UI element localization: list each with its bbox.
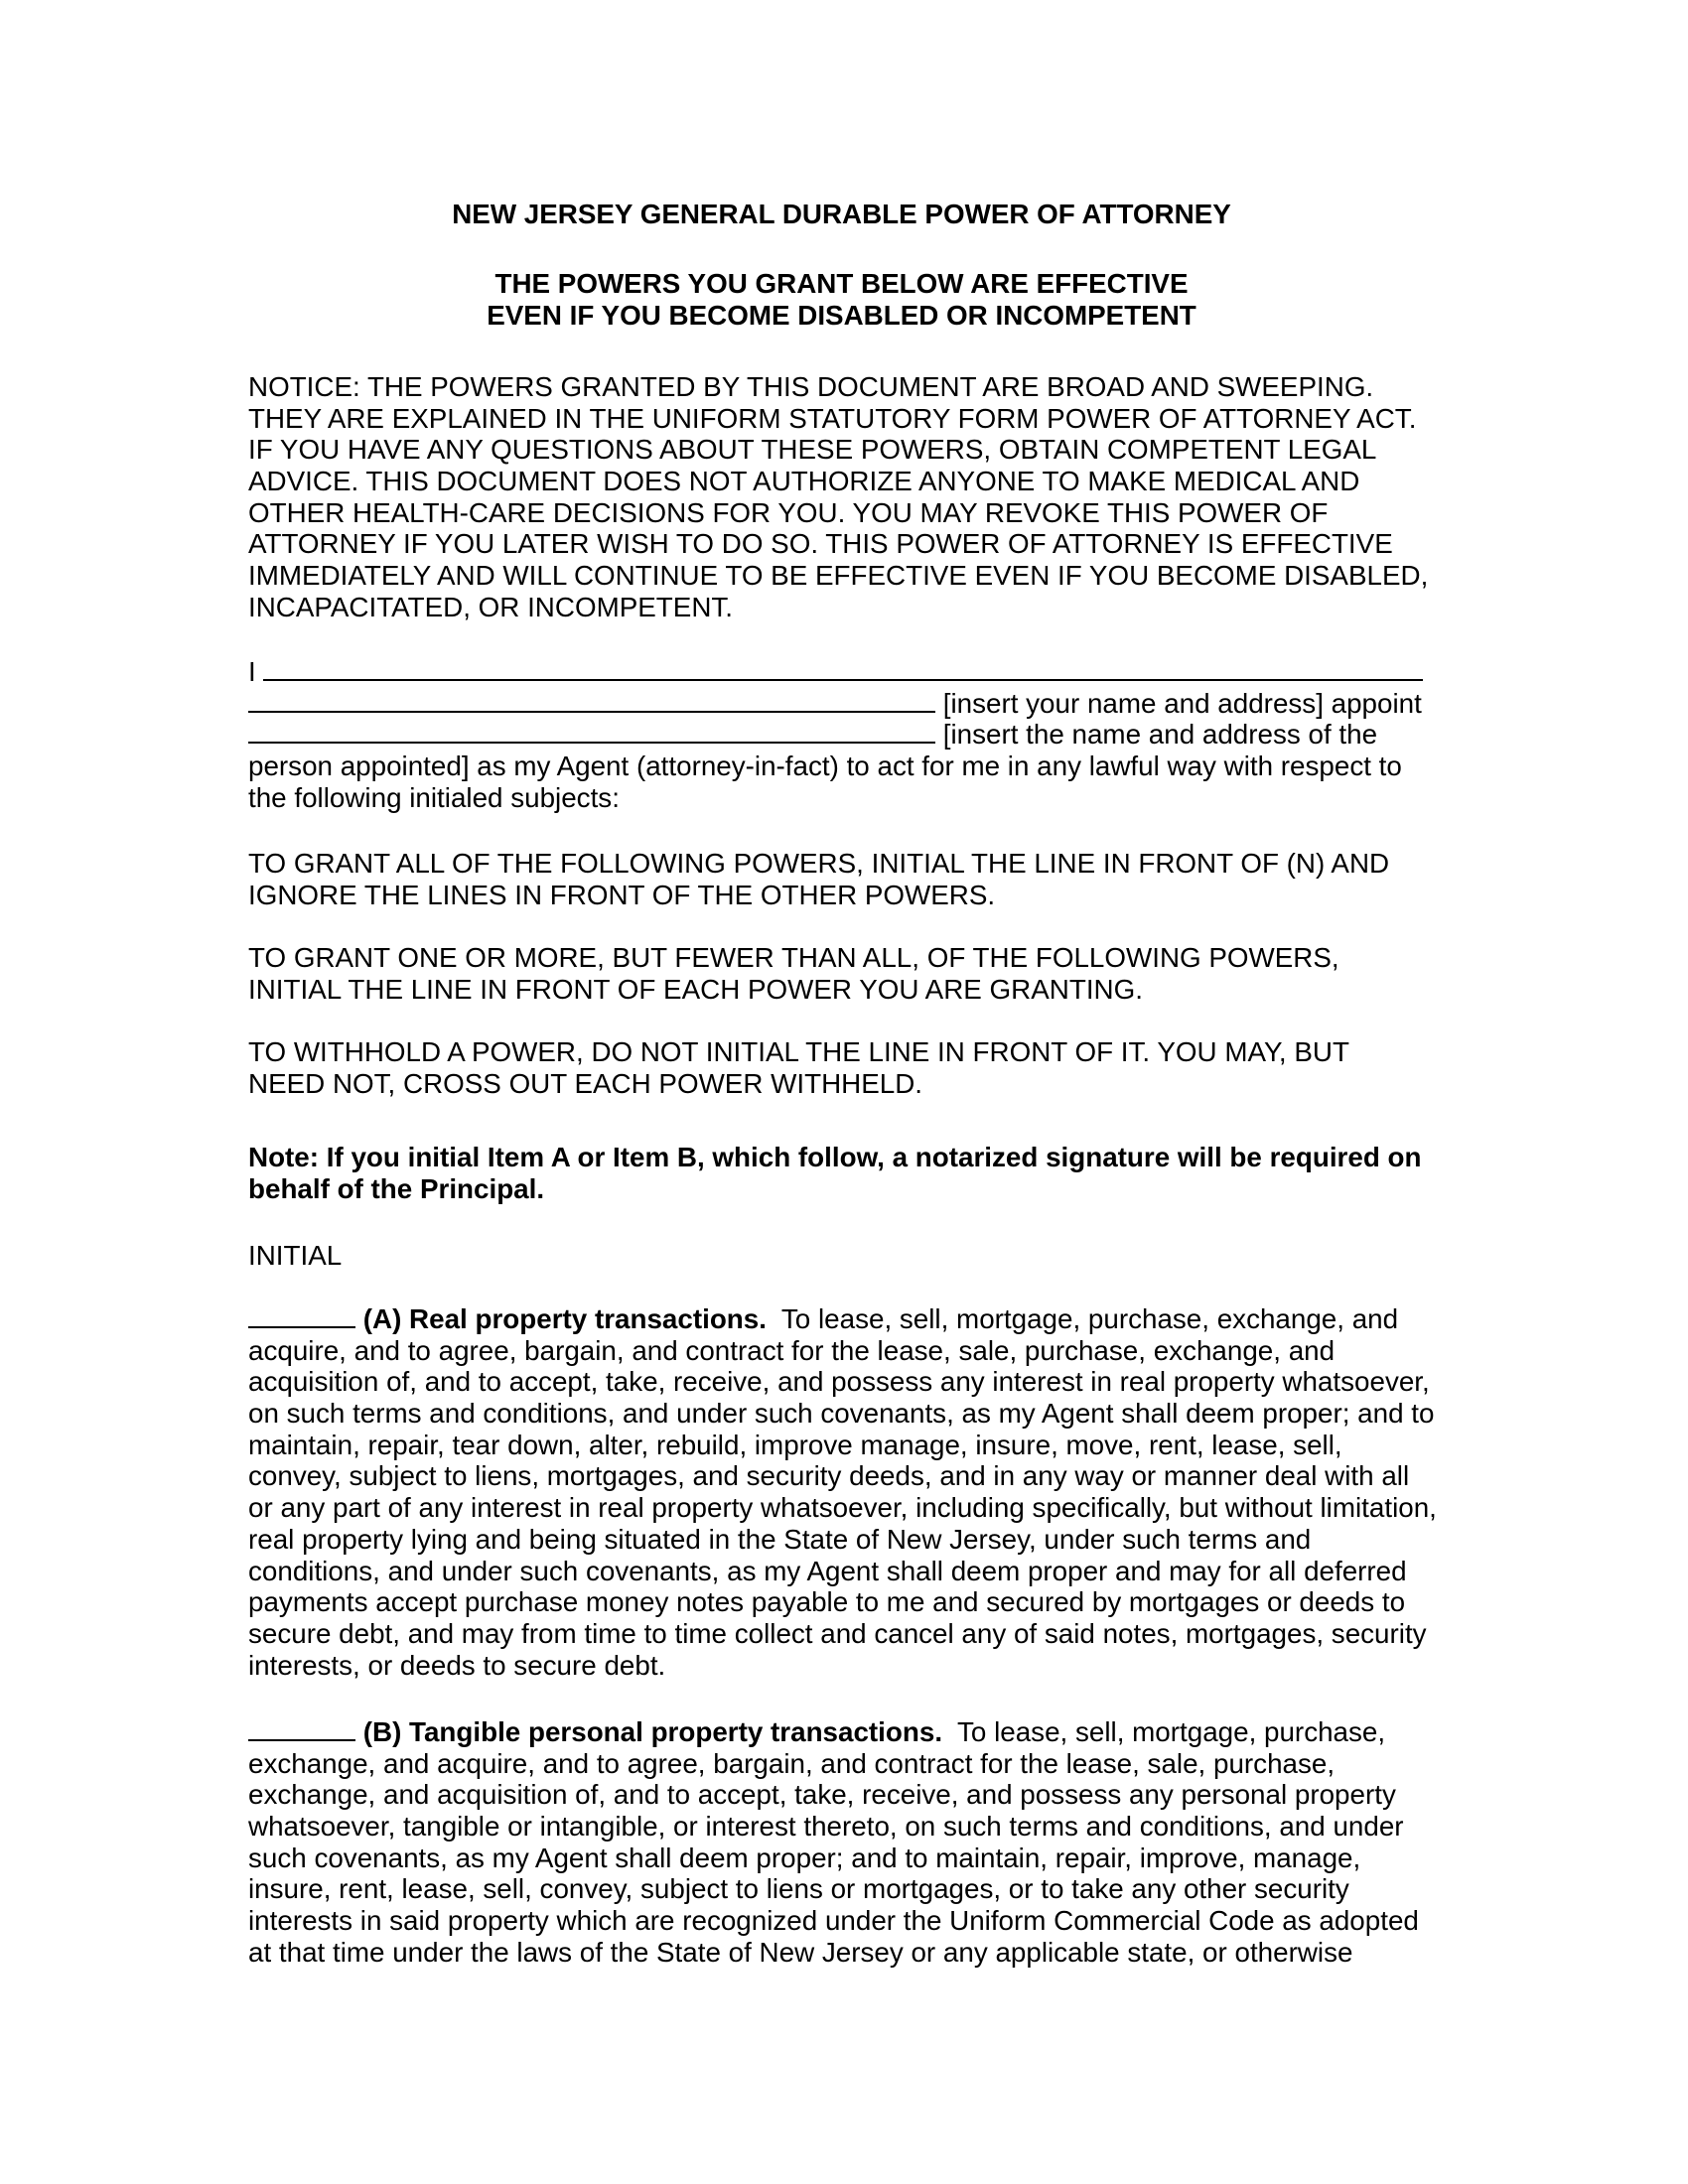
power-text-line: insure, rent, lease, sell, convey, subject to liens or mortgages, or to take any other security xyxy=(248,1873,1349,1905)
notice-line: IF YOU HAVE ANY QUESTIONS ABOUT THESE POWERS, OBTAIN COMPETENT LEGAL xyxy=(248,434,1377,466)
power-text-line: exchange, and acquire, and to agree, bargain, and contract for the lease, sale, purchase, xyxy=(248,1747,1336,1779)
notice-paragraph xyxy=(248,371,1435,623)
principal-address-field[interactable] xyxy=(248,689,935,713)
power-text-line: exchange, and acquisition of, and to accept, take, receive, and possess any personal property xyxy=(248,1779,1396,1811)
power-text-line: maintain, repair, tear down, alter, rebuild, improve manage, insure, move, rent, lease, sell, xyxy=(248,1429,1342,1460)
notice-line: ATTORNEY IF YOU LATER WISH TO DO SO. THIS POWER OF ATTORNEY IS EFFECTIVE xyxy=(248,528,1393,560)
power-text-line: whatsoever, tangible or intangible, or interest thereto, on such terms and conditions, and under xyxy=(248,1811,1404,1843)
instruction-line: TO GRANT ONE OR MORE, BUT FEWER THAN ALL, OF THE FOLLOWING POWERS, xyxy=(248,942,1339,973)
power-first-line xyxy=(248,1303,1435,1335)
initial-field-b[interactable] xyxy=(248,1717,355,1741)
power-first-line xyxy=(248,1716,1435,1748)
instruction-grant-all xyxy=(248,848,1435,910)
notice-line: INCAPACITATED, OR INCOMPETENT. xyxy=(248,591,734,622)
notice-line: ADVICE. THIS DOCUMENT DOES NOT AUTHORIZE ANYONE TO MAKE MEDICAL AND xyxy=(248,466,1360,497)
principal-line xyxy=(248,656,1435,688)
notice-line: OTHER HEALTH-CARE DECISIONS FOR YOU. YOU MAY REVOKE THIS POWER OF xyxy=(248,496,1329,528)
power-text-line: such covenants, as my Agent shall deem proper; and to maintain, repair, improve, manage, xyxy=(248,1842,1361,1873)
subtitle-line: EVEN IF YOU BECOME DISABLED OR INCOMPETENT xyxy=(487,299,1196,331)
initial-header-block xyxy=(248,1240,1435,1272)
principal-name-field[interactable] xyxy=(263,657,1423,681)
document-title-block xyxy=(248,199,1435,230)
power-text-line: payments accept purchase money notes payable to me and secured by mortgages or deeds to xyxy=(248,1586,1406,1618)
initial-column-header: INITIAL xyxy=(248,1240,343,1271)
power-text-line: real property lying and being situated in the State of New Jersey, under such terms and xyxy=(248,1523,1312,1555)
power-item-b xyxy=(248,1716,1435,1969)
principal-hint: [insert your name and address] appoint xyxy=(942,687,1422,719)
power-heading: (A) Real property transactions. xyxy=(362,1303,767,1334)
power-text: To lease, sell, mortgage, purchase, exchange, and xyxy=(766,1303,1399,1334)
initial-field-a[interactable] xyxy=(248,1304,355,1328)
instruction-line: IGNORE THE LINES IN FRONT OF THE OTHER POWERS. xyxy=(248,879,996,910)
subtitle-block xyxy=(248,268,1435,331)
power-text: To lease, sell, mortgage, purchase, xyxy=(942,1716,1386,1747)
power-text-line: acquisition of, and to accept, take, receive, and possess any interest in real property whatsoever, xyxy=(248,1366,1430,1398)
power-text-line: on such terms and conditions, and under such covenants, as my Agent shall deem proper; and to xyxy=(248,1398,1435,1430)
power-item-a xyxy=(248,1303,1435,1681)
power-heading: (B) Tangible personal property transactions. xyxy=(362,1716,943,1747)
appointment-paragraph xyxy=(248,656,1435,813)
principal-address-line xyxy=(248,688,1435,720)
note-line: Note: If you initial Item A or Item B, which follow, a notarized signature will be required on xyxy=(248,1142,1422,1172)
instruction-line: TO GRANT ALL OF THE FOLLOWING POWERS, INITIAL THE LINE IN FRONT OF (N) AND xyxy=(248,848,1390,879)
power-text-line: interests in said property which are recognized under the Uniform Commercial Code as adopted xyxy=(248,1905,1419,1937)
power-text-line: secure debt, and may from time to time collect and cancel any of said notes, mortgages, security xyxy=(248,1617,1427,1649)
instruction-grant-some xyxy=(248,942,1435,1005)
instruction-line: INITIAL THE LINE IN FRONT OF EACH POWER YOU ARE GRANTING. xyxy=(248,973,1143,1005)
agent-hint: [insert the name and address of the xyxy=(942,719,1378,751)
note-line: behalf of the Principal. xyxy=(248,1172,545,1204)
power-text-line: acquire, and to agree, bargain, and contract for the lease, sale, purchase, exchange, and xyxy=(248,1334,1336,1366)
notarization-note xyxy=(248,1142,1435,1204)
notice-line: THEY ARE EXPLAINED IN THE UNIFORM STATUTORY FORM POWER OF ATTORNEY ACT. xyxy=(248,402,1417,434)
subtitle-line: THE POWERS YOU GRANT BELOW ARE EFFECTIVE xyxy=(494,268,1189,299)
document-title: NEW JERSEY GENERAL DURABLE POWER OF ATTORNEY xyxy=(452,199,1231,229)
agent-line xyxy=(248,719,1435,751)
instruction-line: TO WITHHOLD A POWER, DO NOT INITIAL THE LINE IN FRONT OF IT. YOU MAY, BUT xyxy=(248,1036,1349,1067)
power-text-line: or any part of any interest in real property whatsoever, including specifically, but without limitation, xyxy=(248,1492,1437,1524)
power-text-line: conditions, and under such covenants, as my Agent shall deem proper and may for all deferred xyxy=(248,1555,1407,1586)
power-text-line: at that time under the laws of the State of New Jersey or any applicable state, or otherwise xyxy=(248,1936,1353,1968)
instruction-withhold xyxy=(248,1036,1435,1099)
notice-line: IMMEDIATELY AND WILL CONTINUE TO BE EFFECTIVE EVEN IF YOU BECOME DISABLED, xyxy=(248,560,1429,592)
appointment-text-line: person appointed] as my Agent (attorney-in-fact) to act for me in any lawful way with respect to xyxy=(248,751,1402,782)
instruction-line: NEED NOT, CROSS OUT EACH POWER WITHHELD. xyxy=(248,1067,923,1099)
appointment-text-line: the following initialed subjects: xyxy=(248,781,620,813)
agent-name-address-field[interactable] xyxy=(248,720,935,744)
notice-line: NOTICE: THE POWERS GRANTED BY THIS DOCUMENT ARE BROAD AND SWEEPING. xyxy=(248,371,1374,402)
power-text-line: convey, subject to liens, mortgages, and security deeds, and in any way or manner deal with all xyxy=(248,1460,1410,1492)
power-text-line: interests, or deeds to secure debt. xyxy=(248,1649,666,1681)
principal-prefix: I xyxy=(248,656,256,687)
